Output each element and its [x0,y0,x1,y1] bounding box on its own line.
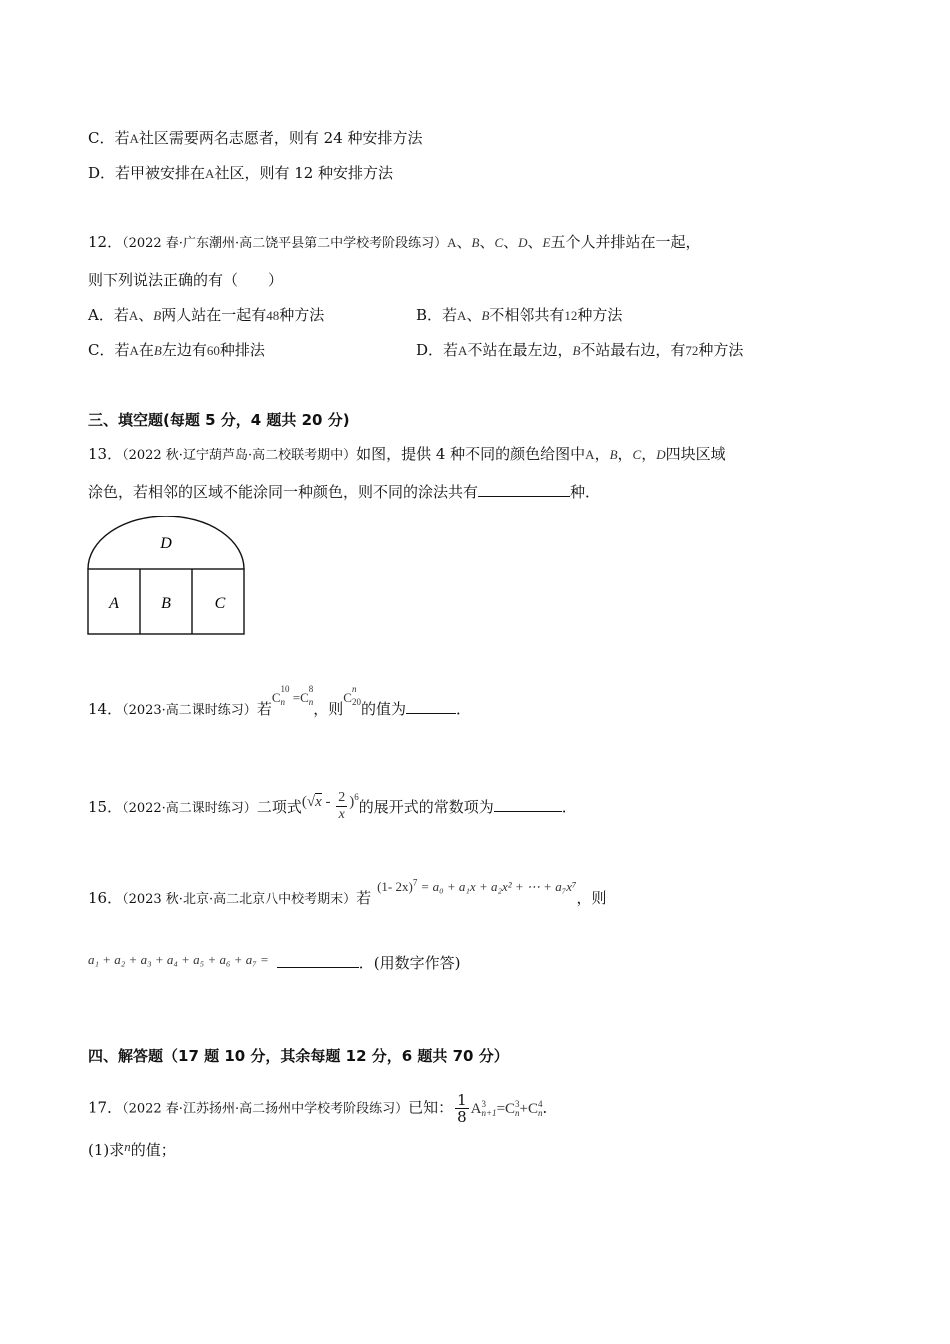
q12-stem-line2: 则下列说法正确的有（ ） [88,271,284,289]
q12-option-b: B．若A、B不相邻共有12种方法 [416,306,623,324]
answer-blank[interactable] [277,953,359,968]
fraction-one-eighth: $\frac{1}{8}$ [457,1091,467,1126]
q16-stem-line2: a₁ + a₂ + a₃ + a₄ + a₅ + a₆ + a₇ = ．(用数字作答) [88,952,461,972]
label-d: D [160,535,172,552]
expansion-equation: (1- 2x)$^7$ = a₀ + a₁x + a₂x² + ⋯ + a₇x⁷ [377,877,577,894]
question-source: （2022·高二课时练习） [122,800,257,816]
label-a: A [109,595,119,612]
region-diagram [84,516,254,640]
q12-stem: 12．（2022 春·广东潮州·高二饶平县第二中学校考阶段练习）A、B、C、D、E五个人并排站在一起， [88,233,701,251]
section-heading-solutions: 四、解答题（17 题 10 分，其余每题 12 分，6 题共 70 分） [88,1047,509,1065]
q15-stem: 15．（2022·高二课时练习）二项式(√x - $\frac{2}{x}$ )$^6$的展开式的常数项为 ． [88,790,577,822]
question-source: （2022 春·广东潮州·高二饶平县第二中学校考阶段练习） [122,236,448,251]
question-number: 14． [88,700,123,718]
sqrt-symbol: √ [306,793,316,810]
q12-option-a: A．若A、B两人站在一起有48种方法 [88,306,325,324]
question-number: 16． [88,889,123,907]
binomial-expression: (√x - $\frac{2}{x}$ )$^6$ [301,790,359,822]
q17-stem: 17．（2022 春·江苏扬州·高二扬州中学校考阶段练习）已知： $\frac{1}{8}$ A 3 n+1 =C 3 n +C 4 n ． [88,1091,558,1126]
question-source: （2022 秋·辽宁葫芦岛·高二校联考期中） [122,448,357,463]
question-number: 13． [88,445,123,463]
label-b: B [161,595,171,612]
question-source: （2023 秋·北京·高二北京八中校考期末） [122,892,357,907]
question-number: 15． [88,797,123,816]
q13-stem: 13．（2022 秋·辽宁葫芦岛·高二校联考期中）如图，提供 4 种不同的颜色给图中A，B，C，D四块区域 [88,445,726,463]
permutation-equation: A 3 n+1 =C 3 n +C 4 n [470,1099,543,1119]
answer-blank[interactable] [478,482,570,497]
question-number: 12． [88,233,123,251]
label-c: C [214,595,226,612]
q14-stem: 14．（2023·高二课时练习）若C $^{10}$ $_n$ =C $^8$ $_n$ ，则C $^n$ $_{20}$ 的值为 ． [88,684,471,718]
section-heading-fill-blank: 三、填空题(每题 5 分，4 题共 20 分) [88,411,350,429]
q16-stem: 16．（2023 秋·北京·高二北京八中校考期末）若(1- 2x)$^7$ = a₀ + a₁x + a₂x² + ⋯ + a₇x⁷，则 [88,877,607,907]
answer-blank[interactable] [494,797,562,812]
question-source: （2022 春·江苏扬州·高二扬州中学校考阶段练习） [122,1101,409,1117]
q11-option-c: C．若A社区需要两名志愿者，则有 24 种安排方法 [88,129,423,147]
question-number: 17． [88,1098,123,1117]
question-source: （2023·高二课时练习） [122,703,257,718]
q12-option-c: C．若A在B左边有60种排法 [88,341,265,359]
q12-option-d: D．若A不站在最左边，B不站最右边，有72种方法 [416,341,744,359]
fraction-2-over-x: $\frac{2}{x}$ [338,790,346,822]
q11-option-d: D．若甲被安排在A社区，则有 12 种安排方法 [88,164,394,182]
equation-combination: C $^{10}$ $_n$ =C $^8$ $_n$ [271,684,314,707]
q17-part1: (1)求n的值； [88,1139,176,1159]
answer-blank[interactable] [406,699,456,714]
asked-combination: C $^n$ $_{20}$ [343,684,361,707]
q13-stem-line2: 涂色，若相邻的区域不能涂同一种颜色，则不同的涂法共有 种． [88,483,601,501]
coefficient-sum: a₁ + a₂ + a₃ + a₄ + a₅ + a₆ + a₇ = [88,952,269,967]
